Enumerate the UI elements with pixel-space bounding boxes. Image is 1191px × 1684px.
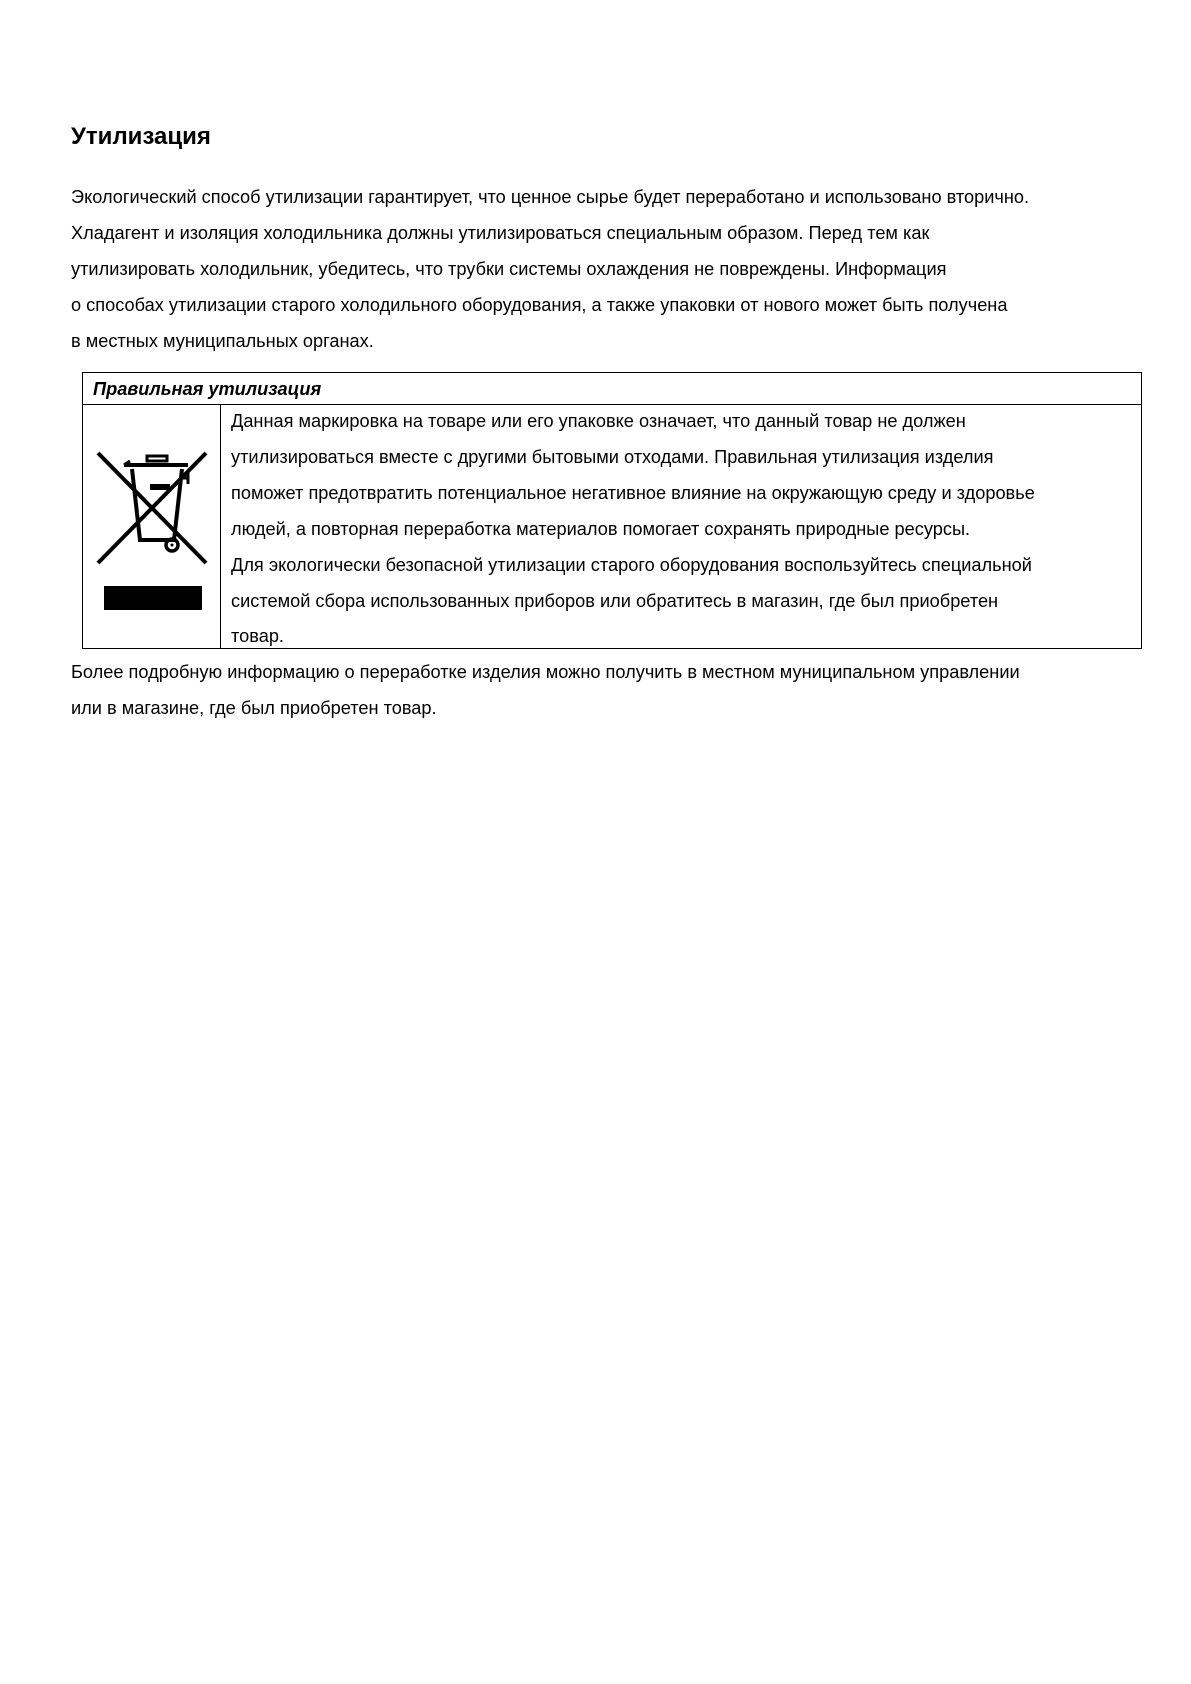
notice-icon-cell <box>83 405 221 648</box>
disposal-notice-box <box>82 372 1142 649</box>
notice-line: системой сбора использованных приборов или обратитесь в магазин, где был приобретен <box>231 591 999 611</box>
weee-solid-bar-icon <box>104 586 202 610</box>
intro-line: в местных муниципальных органах. <box>71 331 374 351</box>
notice-line: поможет предотвратить потенциальное негативное влияние на окружающую среду и здоровье <box>231 483 1035 503</box>
notice-line: людей, а повторная переработка материалов помогает сохранять природные ресурсы. <box>231 519 971 539</box>
outro-line: или в магазине, где был приобретен товар. <box>71 698 437 718</box>
outro-line: Более подробную информацию о переработке изделия можно получить в местном муниципальном управлении <box>71 662 1020 682</box>
intro-line: утилизировать холодильник, убедитесь, что трубки системы охлаждения не повреждены. Информация <box>71 259 947 279</box>
notice-line: утилизироваться вместе с другими бытовыми отходами. Правильная утилизация изделия <box>231 447 994 467</box>
notice-header <box>83 373 1141 405</box>
intro-line: Экологический способ утилизации гарантирует, что ценное сырье будет переработано и использовано вторично. <box>71 187 1030 207</box>
notice-title: Правильная утилизация <box>93 379 322 399</box>
page-title: Утилизация <box>71 123 211 150</box>
intro-line: Хладагент и изоляция холодильника должны утилизироваться специальным образом. Перед тем как <box>71 223 930 243</box>
notice-line: Для экологически безопасной утилизации старого оборудования воспользуйтесь специальной <box>231 555 1032 575</box>
notice-line: Данная маркировка на товаре или его упаковке означает, что данный товар не должен <box>231 411 966 431</box>
weee-crossed-out-bin-icon <box>94 450 210 570</box>
intro-line: о способах утилизации старого холодильного оборудования, а также упаковки от нового может быть получена <box>71 295 1008 315</box>
notice-line: товар. <box>231 626 284 646</box>
